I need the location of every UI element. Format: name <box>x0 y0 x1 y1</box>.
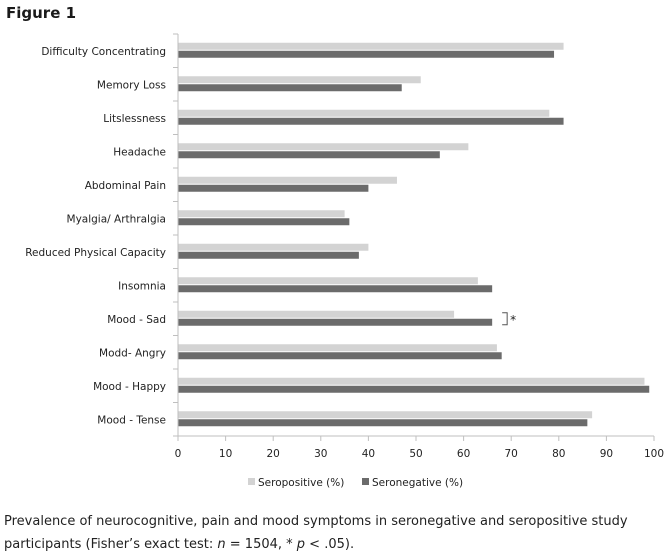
seronegative-bar-reduced-physical-capacity <box>178 252 359 259</box>
bars <box>178 43 649 427</box>
seronegative-bar-difficulty-concentrating <box>178 51 554 58</box>
x-tick-label-60: 60 <box>456 448 471 460</box>
seronegative-bar-insomnia <box>178 285 492 292</box>
category-label-mood-happy: Mood - Happy <box>93 380 166 393</box>
seronegative-bar-litslessness <box>178 118 564 125</box>
caption-p-symbol: p <box>296 537 306 552</box>
category-label-myalgia-arthralgia: Myalgia/ Arthralgia <box>66 213 166 226</box>
x-tick-label-50: 50 <box>409 448 423 460</box>
category-label-headache: Headache <box>113 146 166 159</box>
figure-title: Figure 1 <box>6 4 77 22</box>
x-tick-labels <box>175 448 664 460</box>
seropositive-bar-modd-angry <box>178 344 497 351</box>
seropositive-legend-swatch <box>248 478 255 485</box>
seronegative-bar-mood-happy <box>178 386 649 393</box>
seropositive-bar-myalgia-arthralgia <box>178 210 345 217</box>
caption-text-1: Prevalence of neurocognitive, pain and mood symptoms in seronegative and seropositive study participants (Fisher’s exact test: <box>4 514 628 552</box>
legend <box>248 477 463 489</box>
seropositive-bar-mood-tense <box>178 411 592 418</box>
seronegative-bar-mood-sad <box>178 319 492 326</box>
seropositive-bar-mood-sad <box>178 311 454 318</box>
significance-bracket <box>502 313 507 325</box>
seropositive-bar-reduced-physical-capacity <box>178 244 368 251</box>
category-label-abdominal-pain: Abdominal Pain <box>84 179 166 192</box>
caption-text-2: = 1504, * <box>225 537 297 552</box>
significance-asterisk: * <box>510 312 517 327</box>
caption-n-symbol: n <box>217 537 226 552</box>
category-label-difficulty-concentrating: Difficulty Concentrating <box>41 45 166 58</box>
category-label-modd-angry: Modd- Angry <box>99 347 166 360</box>
annotations <box>502 313 516 327</box>
category-label-mood-tense: Mood - Tense <box>97 414 166 427</box>
category-labels <box>25 46 166 427</box>
seropositive-bar-memory-loss <box>178 76 421 83</box>
seronegative-bar-modd-angry <box>178 352 502 359</box>
seronegative-bar-memory-loss <box>178 84 402 91</box>
seronegative-bar-headache <box>178 151 440 158</box>
seropositive-legend-label: Seropositive (%) <box>258 477 345 489</box>
category-label-mood-sad: Mood - Sad <box>107 313 166 326</box>
seropositive-bar-abdominal-pain <box>178 177 397 184</box>
x-tick-label-10: 10 <box>218 448 233 460</box>
seronegative-bar-abdominal-pain <box>178 185 368 192</box>
x-tick-label-20: 20 <box>266 448 280 460</box>
category-label-reduced-physical-capacity: Reduced Physical Capacity <box>25 246 166 259</box>
seronegative-bar-mood-tense <box>178 419 587 426</box>
category-label-memory-loss: Memory Loss <box>96 79 166 92</box>
x-tick-label-80: 80 <box>552 448 566 460</box>
x-tick-label-100: 100 <box>643 448 665 460</box>
figure-caption <box>4 510 666 556</box>
x-tick-label-90: 90 <box>599 448 614 460</box>
seropositive-bar-difficulty-concentrating <box>178 43 564 50</box>
seronegative-legend-swatch <box>362 478 369 485</box>
x-tick-label-70: 70 <box>504 448 518 460</box>
seropositive-bar-litslessness <box>178 110 549 117</box>
caption-text-3: < .05). <box>305 537 355 552</box>
seronegative-bar-myalgia-arthralgia <box>178 218 349 225</box>
x-tick-label-40: 40 <box>361 448 376 460</box>
seropositive-bar-insomnia <box>178 277 478 284</box>
seropositive-bar-headache <box>178 143 468 150</box>
category-label-litslessness: Litslessness <box>103 112 166 125</box>
x-tick-label-30: 30 <box>314 448 328 460</box>
x-tick-label-0: 0 <box>174 448 182 460</box>
category-label-insomnia: Insomnia <box>118 280 166 293</box>
seropositive-bar-mood-happy <box>178 378 644 385</box>
seronegative-legend-label: Seronegative (%) <box>372 477 464 489</box>
